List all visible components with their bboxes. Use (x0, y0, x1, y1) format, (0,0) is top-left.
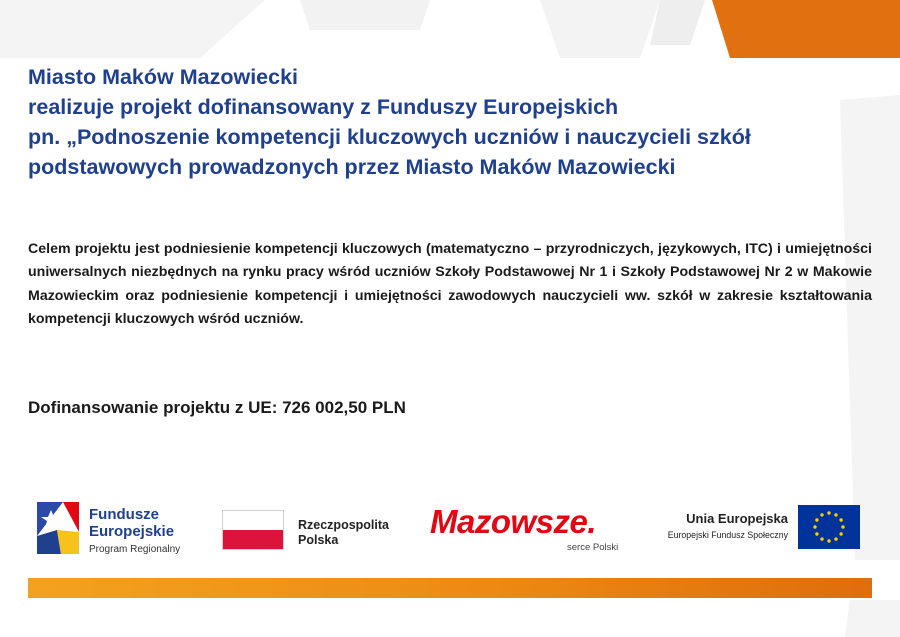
title-line: podstawowych prowadzonych przez Miasto Maków Mazowiecki (28, 155, 676, 179)
mazowsze-logo (430, 503, 642, 558)
rzeczpospolita-polska-logo (222, 510, 417, 554)
fe-title-line2: Europejskie (89, 523, 175, 540)
title-line: pn. „Podnoszenie kompetencji kluczowych uczniów i nauczycieli szkół (28, 125, 751, 149)
rp-line2: Polska (298, 533, 339, 547)
fe-title-line1: Fundusze (89, 506, 159, 523)
fe-flag-icon (33, 496, 83, 562)
eu-flag-icon (798, 505, 860, 549)
mazowsze-tagline: serce Polski (567, 542, 619, 553)
fe-subtitle: Program Regionalny (89, 544, 181, 555)
project-description: Celem projektu jest podniesienie kompetencji kluczowych (matematyczno – przyrodniczych, językowych, ITC) i umiejętności uniwersalnych niezbędnych na rynku pracy wśród uczniów Szkoły Podstawowej Nr 1 i Szkoły Podstawowej Nr 2 w Makowie Mazowieckim oraz podniesienie kompetencji i umiejętności zawodowych nauczycieli ww. szkół w zakresie kształtowania kompetencji kluczowych wśród uczniów. (28, 241, 872, 327)
mazowsze-wordmark: Mazowsze. (430, 503, 597, 540)
title-line: Miasto Maków Mazowiecki (28, 65, 299, 89)
fundusze-europejskie-logo (33, 492, 208, 564)
ue-line1: Unia Europejska (686, 511, 788, 526)
page-title (28, 62, 878, 182)
polish-flag-icon (222, 510, 284, 550)
title-line: realizuje projekt dofinansowany z Funduszy Europejskich (28, 95, 619, 119)
bottom-accent-bar (28, 578, 872, 598)
unia-europejska-logo (665, 505, 860, 551)
ue-line2: Europejski Fundusz Społeczny (667, 530, 788, 540)
funding-amount: Dofinansowanie projektu z UE: 726 002,50 PLN (28, 398, 406, 417)
rp-line1: Rzeczpospolita (298, 518, 389, 532)
